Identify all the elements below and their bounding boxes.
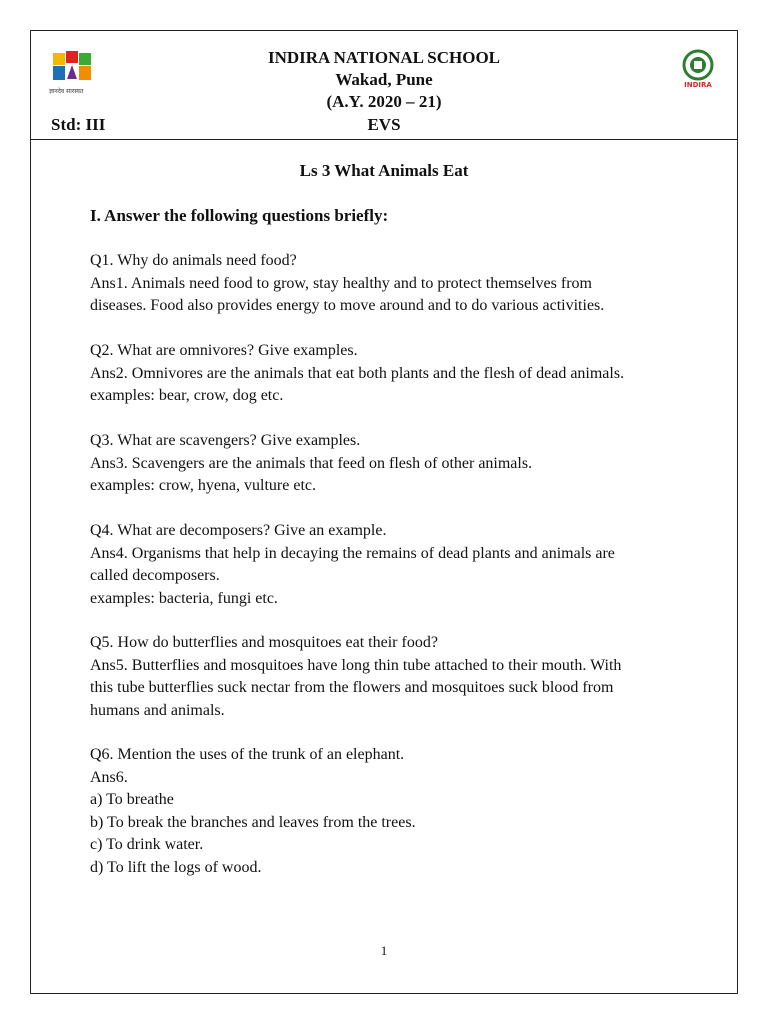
question-text: Q5. How do butterflies and mosquitoes eat their food? xyxy=(90,634,438,651)
answer-line: examples: bacteria, fungi etc. xyxy=(90,589,278,607)
answer-line: examples: bear, crow, dog etc. xyxy=(90,387,284,404)
answer-line: this tube butterflies suck nectar from the flowers and mosquitoes suck blood from xyxy=(90,679,614,696)
answer-line: Ans2. Omnivores are the animals that eat both plants and the flesh of dead animals. xyxy=(90,364,625,382)
answer-line: a) To breathe xyxy=(90,791,174,808)
question-block-6 xyxy=(90,744,710,879)
page-frame xyxy=(30,30,738,994)
question-block-1 xyxy=(90,250,710,318)
question-block-2 xyxy=(90,340,710,408)
school-location: Wakad, Pune xyxy=(335,70,433,89)
question-text: Q1. Why do animals need food? xyxy=(90,252,297,269)
lesson-title: Ls 3 What Animals Eat xyxy=(299,161,469,180)
answer-line: examples: crow, hyena, vulture etc. xyxy=(90,477,316,494)
answer-line: d) To lift the logs of wood. xyxy=(90,858,262,876)
right-logo-text: INDIRA xyxy=(684,81,712,89)
answer-line: Ans5. Butterflies and mosquitoes have long thin tube attached to their mouth. With xyxy=(90,656,622,674)
question-text: Q6. Mention the uses of the trunk of an elephant. xyxy=(90,746,405,763)
std-label: Std: III xyxy=(51,115,106,134)
school-name: INDIRA NATIONAL SCHOOL xyxy=(267,48,501,67)
page-number: 1 xyxy=(380,943,388,958)
answer-line: Ans6. xyxy=(90,768,128,786)
academic-year: (A.Y. 2020 – 21) xyxy=(326,92,442,111)
subject-label: EVS xyxy=(367,115,401,134)
question-text: Q4. What are decomposers? Give an example. xyxy=(90,522,387,539)
question-block-5 xyxy=(90,632,710,722)
answer-line: b) To break the branches and leaves from the trees. xyxy=(90,813,416,831)
header-divider xyxy=(31,139,737,140)
answer-line: Ans4. Organisms that help in decaying the remains of dead plants and animals are xyxy=(90,544,615,562)
question-text: Q3. What are scavengers? Give examples. xyxy=(90,432,361,449)
answer-line: Ans1. Animals need food to grow, stay healthy and to protect themselves from xyxy=(90,274,592,292)
answer-line: c) To drink water. xyxy=(90,836,204,853)
answer-line: Ans3. Scavengers are the animals that feed on flesh of other animals. xyxy=(90,454,533,472)
school-header xyxy=(31,47,737,113)
question-text: Q2. What are omnivores? Give examples. xyxy=(90,342,358,359)
question-block-3 xyxy=(90,430,710,498)
answer-line: called decomposers. xyxy=(90,567,220,584)
section-heading: I. Answer the following questions briefly: xyxy=(90,206,389,225)
question-block-4 xyxy=(90,520,710,610)
left-logo-caption: ज्ञानदेव सारस्वत xyxy=(49,88,84,95)
answer-line: humans and animals. xyxy=(90,701,225,719)
answer-line: diseases. Food also provides energy to move around and to do various activities. xyxy=(90,297,605,314)
